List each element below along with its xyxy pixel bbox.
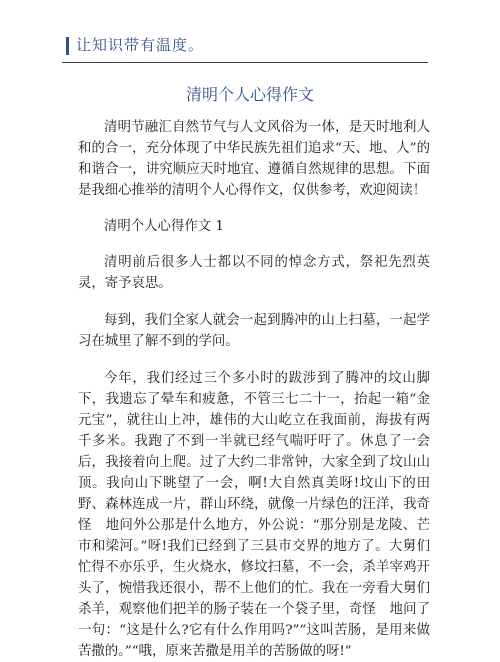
page-header [0, 0, 500, 64]
intro-paragraph: 清明节融汇自然节气与人文风俗为一体，是天时地利人和的合一，充分体现了中华民族先祖们追求“天、地、人”的和谐合一，讲究顺应天时地宜、遵循自然规律的思想。下面是我细心推举的清明个人心得作文，仅供参考，欢迎阅读！ [78, 120, 430, 198]
body-paragraph: 每到，我们全家人就会一起到腾冲的山上扫墓，一起学习在城里了解不到的学问。 [78, 313, 430, 349]
header-divider [62, 62, 428, 63]
body-paragraph: 清明前后很多人士都以不同的悼念方式，祭祀先烈英灵，寄予哀思。 [78, 255, 430, 291]
document-body [78, 117, 430, 662]
body-paragraph: 今年，我们经过三个多小时的跋涉到了腾冲的坟山脚下，我遗忘了晕车和疲惫，不管三七二十一，抬起一箱“金元宝”，就往山上冲，雄伟的大山屹立在我面前，海拔有两千多米。我跑了不到一半就已经气喘吁吁了。休息了一会后，我接着向上爬。过了大约二非常钟，大家全到了坟山山顶。我向山下眺望了一会，啊!大自然真美呀!坟山下的田野、森林连成一片，群山环绕，就像一片绿色的汪洋，我奇怪 地问外公那是什么地方，外公说：“那分别是龙陵、芒市和梁河。”呀!我们已经到了三县市交界的地方了。大舅们忙得不亦乐乎，生火烧水，修坟扫墓，不一会，杀羊宰鸡开头了，惋惜我还很小，帮不上他们的忙。我在一旁看大舅们杀羊，观察他们把羊的肠子装在一个袋子里，奇怪 地问了一句：“这是什么?它有什么作用吗?”“这叫苦肠，是用来做苦撒的。”“哦，原来苦撒是用羊的苦肠做的呀!” [78, 371, 430, 659]
document-title: 清明个人心得作文 [185, 85, 314, 104]
section-subtitle: 清明个人心得作文 1 [104, 219, 224, 234]
header-accent-bar [66, 37, 69, 55]
header-slogan: 让知识带有温度。 [76, 36, 205, 54]
